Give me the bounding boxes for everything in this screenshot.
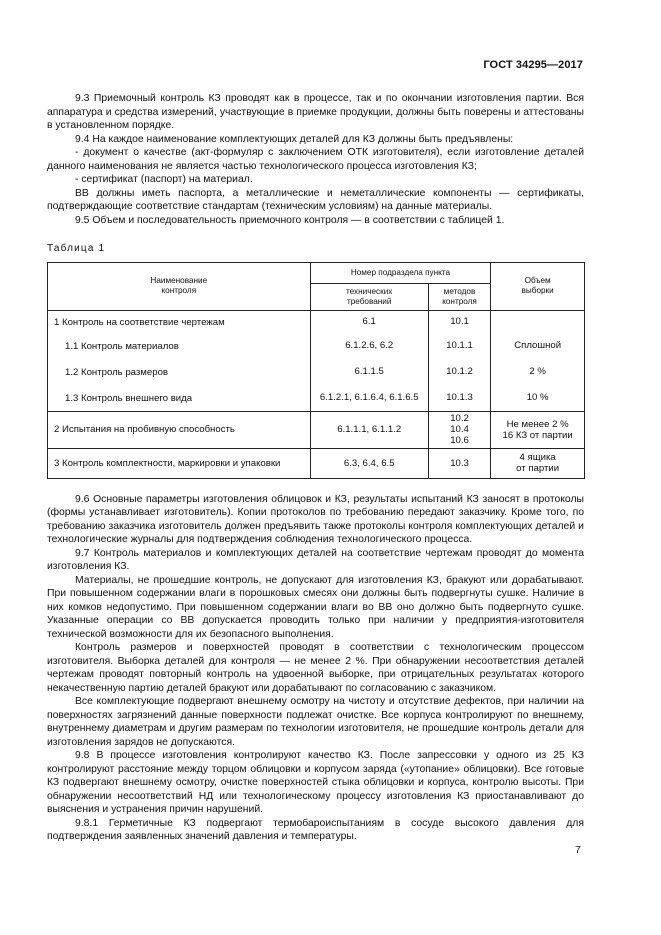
row-name: 1.1 Контроль материалов bbox=[48, 334, 311, 360]
row-method: 10.1.2 bbox=[428, 360, 490, 386]
row-method: 10.1.1 bbox=[428, 334, 490, 360]
paragraph: 9.3 Приемочный контроль КЗ проводят как в процессе, так и по окончании изготовления партии. Вся аппаратура и средства измерений, участвующие в приемке продукции, должны быть поверены и аттестованы в установленном порядке. bbox=[47, 93, 584, 131]
row-method: 10.1 bbox=[428, 310, 490, 334]
method-line: 10.4 bbox=[450, 424, 469, 435]
header-tech bbox=[310, 283, 428, 310]
table-row bbox=[48, 334, 585, 360]
paragraphs-top bbox=[47, 92, 584, 227]
row-name: 1.3 Контроль внешнего вида bbox=[48, 386, 311, 412]
table-row bbox=[48, 448, 585, 478]
row-method bbox=[428, 411, 490, 448]
row-method: 10.3 bbox=[428, 448, 490, 478]
row-volume: 10 % bbox=[491, 386, 585, 412]
body-text bbox=[47, 92, 584, 844]
table-row bbox=[48, 310, 585, 334]
row-volume bbox=[491, 310, 585, 334]
paragraph: 9.6 Основные параметры изготовления облицовок и КЗ, результаты испытаний КЗ заносят в протоколы (формы устанавливает изготовитель). Копии протоколов по требованию передают заказчику. Кроме того, по требованию заказчика изготовитель должен предъявить также протоколы контроля комплектующих деталей и технологические журналы для подтверждения соблюдения технологического процесса. bbox=[47, 493, 584, 545]
row-volume: Сплошной bbox=[491, 334, 585, 360]
header-volume-text: Объем выборки bbox=[521, 276, 554, 295]
volume-line: 16 КЗ от партии bbox=[502, 429, 573, 441]
paragraph: 9.4 На каждое наименование комплектующих деталей для КЗ должны быть предъявлены: bbox=[75, 133, 514, 145]
header-method-text: методов контроля bbox=[442, 286, 477, 306]
header-group: Номер подраздела пункта bbox=[310, 262, 491, 283]
table-row bbox=[48, 386, 585, 412]
paragraph: 9.7 Контроль материалов и комплектующих деталей на соответствие чертежам проводят до момента изготовления КЗ. bbox=[47, 547, 584, 572]
row-tech: 6.1 bbox=[310, 310, 428, 334]
header-name bbox=[48, 262, 311, 310]
method-line: 10.6 bbox=[450, 435, 469, 446]
header-volume bbox=[491, 262, 585, 310]
paragraph: Материалы, не прошедшие контроль, не допускают для изготовления КЗ, бракуют или дорабатывают. При повышенном содержании влаги в порошковых смесях они должны быть подвергнуты сушке. Наличие в них комков недопустимо. При повышенном содержании влаги во ВВ оно должно быть подвергнуто сушке. Указанные операции со ВВ допускается проводить только при наличии у предприятия-изготовителя технической возможности для их безопасного выполнения. bbox=[47, 574, 584, 640]
row-tech: 6.1.1.1, 6.1.1.2 bbox=[310, 411, 428, 448]
row-tech: 6.3, 6.4, 6.5 bbox=[310, 448, 428, 478]
volume-line: от партии bbox=[516, 463, 560, 474]
paragraph: ВВ должны иметь паспорта, а металлические и неметаллические компоненты — сертификаты, подтверждающие соответствие стандартам (техническим условиям) на данные материалы. bbox=[47, 187, 584, 212]
row-tech: 6.1.2.1, 6.1.6.4, 6.1.6.5 bbox=[310, 386, 428, 412]
row-volume bbox=[491, 448, 585, 478]
row-name: 1 Контроль на соответствие чертежам bbox=[48, 310, 311, 334]
table-row bbox=[48, 360, 585, 386]
paragraphs-bottom bbox=[47, 493, 584, 844]
paragraph: 9.8 В процессе изготовления контролируют качество КЗ. После запрессовки у одного из 25 КЗ контролируют расстояние между торцом облицовки и корпусом заряда («утопание» облицовки). Все готовые КЗ подвергают внешнему осмотру, очистке поверхностей стыка облицовки и корпуса, контролю высоты. При обнаружении несоответствий НД или технологическому процессу изготовления КЗ приостанавливают до выяснения и устранения причин нарушений. bbox=[47, 750, 584, 815]
paragraph: Контроль размеров и поверхностей проводят в соответствии с технологическим процессом изготовителя. Выборка деталей для контроля — не менее 2 %. При обнаружении несоответствия деталей чертежам проводят повторный контроль на удвоенной выборке, при отрицательных результатах которого некачественную партию деталей бракуют или дорабатывают по согласованию с заказчиком. bbox=[47, 642, 584, 694]
row-volume bbox=[491, 411, 585, 448]
acceptance-control-table bbox=[47, 262, 585, 479]
paragraph: 9.8.1 Герметичные КЗ подвергают термобароиспытаниям в сосуде высокого давления для подтверждения заявленных значений давления и температуры. bbox=[47, 817, 584, 842]
paragraph: - сертификат (паспорт) на материал. bbox=[75, 174, 253, 185]
page-number: 7 bbox=[575, 844, 581, 856]
row-name: 2 Испытания на пробивную способность bbox=[48, 411, 311, 448]
header-name-text: Наименование контроля bbox=[150, 276, 208, 295]
row-tech: 6.1.1.5 bbox=[310, 360, 428, 386]
row-name: 3 Контроль комплектности, маркировки и упаковки bbox=[48, 448, 311, 478]
paragraph: - документ о качестве (акт-формуляр с заключением ОТК изготовителя), если изготовление деталей данного наименования не является частью технологического процесса изготовления КЗ; bbox=[47, 147, 584, 172]
paragraph: 9.5 Объем и последовательность приемочного контроля — в соответствии с таблицей 1. bbox=[75, 214, 505, 226]
doc-number-header: ГОСТ 34295—2017 bbox=[483, 59, 583, 71]
volume-line: Не менее 2 % bbox=[506, 418, 569, 430]
volume-line: 4 ящика bbox=[519, 452, 556, 463]
paragraph: Все комплектующие подвергают внешнему осмотру на чистоту и отсутствие дефектов, при наличии на поверхностях загрязнений данные поверхности подлежат очистке. Все корпуса контролируют по внешнему, внутреннему диаметрам и другим размерам по технологии изготовителя, не прошедшие контроль детали для изготовления зарядов не допускаются. bbox=[47, 696, 584, 748]
table-caption: Таблица 1 bbox=[47, 243, 106, 254]
header-method bbox=[428, 283, 490, 310]
row-method: 10.1.3 bbox=[428, 386, 490, 412]
header-tech-text: технических требований bbox=[346, 286, 393, 306]
method-line: 10.2 bbox=[450, 413, 469, 424]
row-name: 1.2 Контроль размеров bbox=[48, 360, 311, 386]
table-row bbox=[48, 411, 585, 448]
row-volume: 2 % bbox=[491, 360, 585, 386]
row-tech: 6.1.2.6, 6.2 bbox=[310, 334, 428, 360]
